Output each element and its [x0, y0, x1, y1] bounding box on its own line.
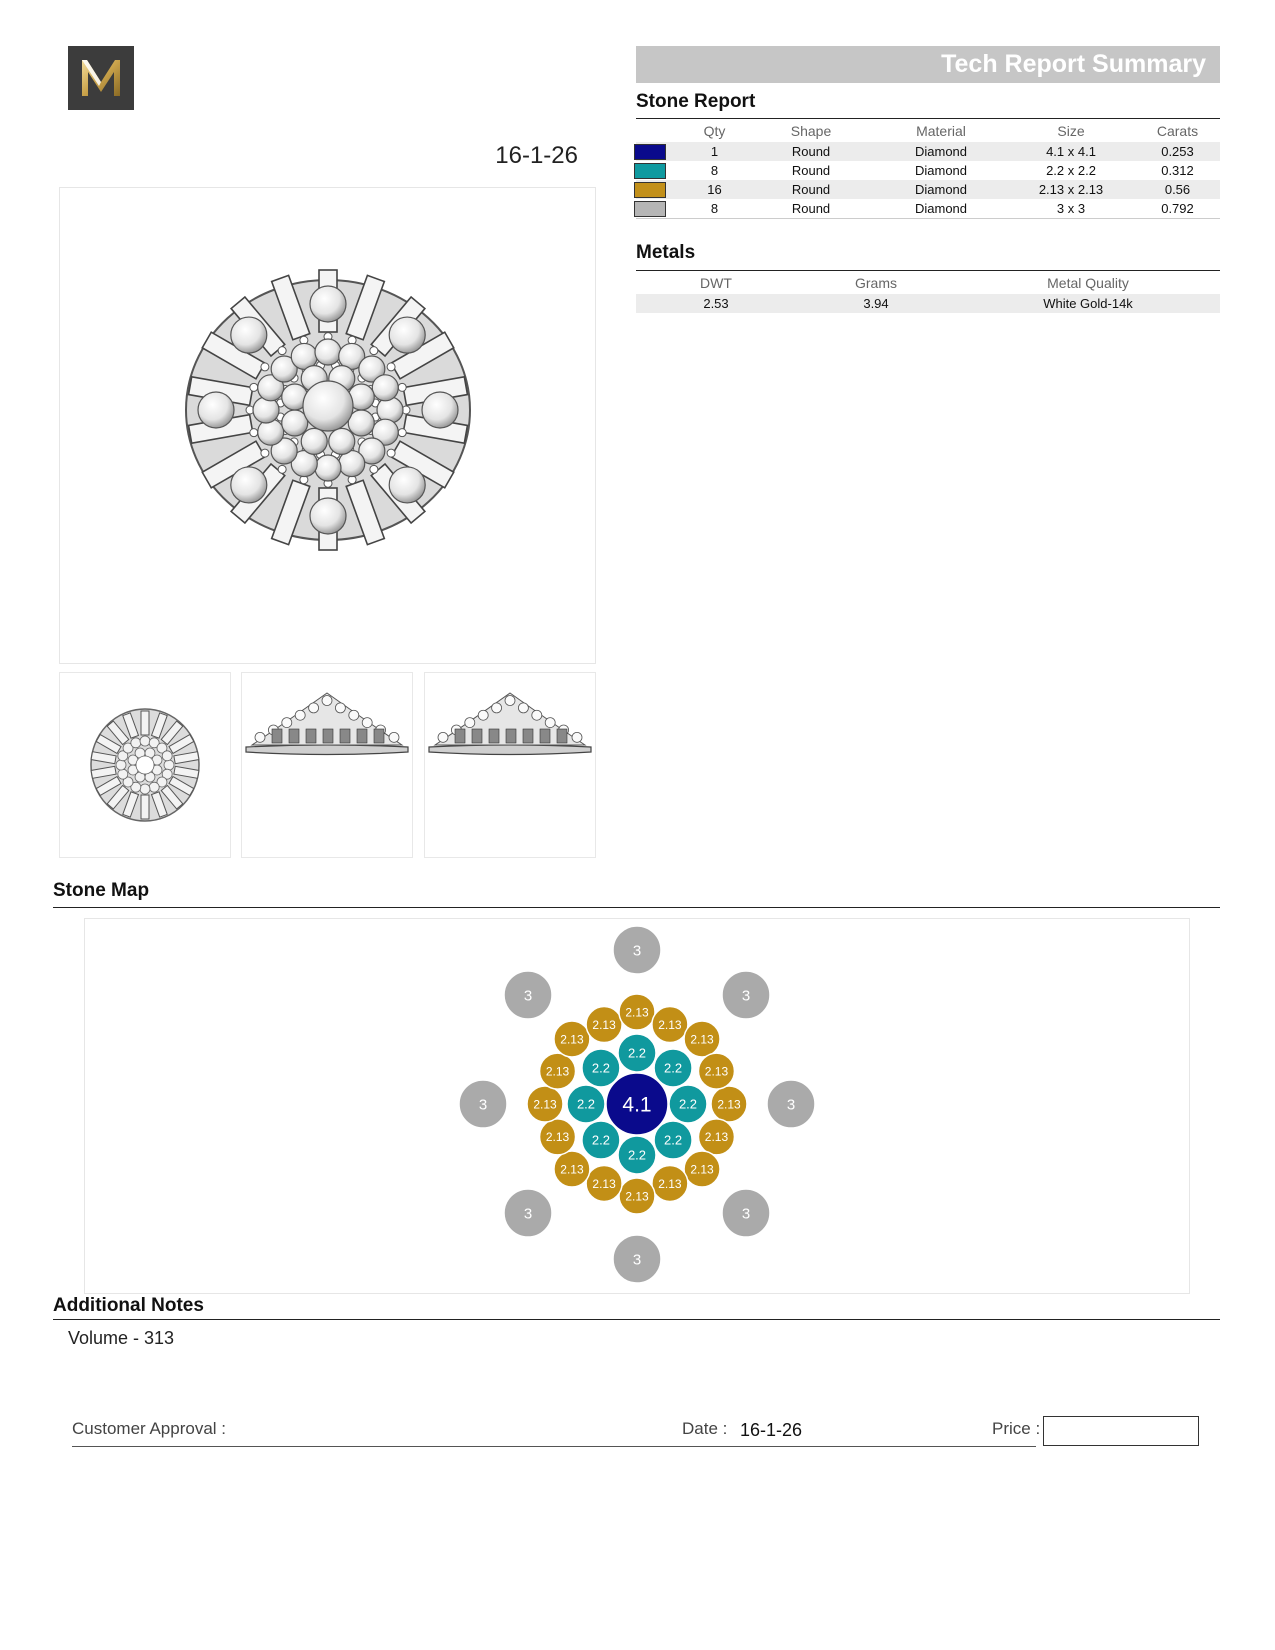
- svg-text:2.13: 2.13: [560, 1032, 584, 1047]
- stone-map-middle-stone: [684, 1021, 720, 1057]
- metals-title: Metals: [636, 242, 696, 263]
- stone-qty: 16: [682, 180, 747, 199]
- inner-round-stone: [301, 428, 327, 454]
- stone-color-swatch: [634, 144, 666, 160]
- svg-text:2.13: 2.13: [690, 1162, 714, 1177]
- stone-map-outer-stone: [767, 1080, 815, 1128]
- stone-map-middle-stone: [698, 1053, 734, 1089]
- stone-map-inner-stone: [567, 1085, 605, 1123]
- price-input[interactable]: [1043, 1416, 1199, 1446]
- middle-round-stone: [258, 419, 284, 445]
- notes-divider: [53, 1319, 1220, 1320]
- svg-text:2.13: 2.13: [690, 1032, 714, 1047]
- middle-round-stone: [315, 339, 341, 365]
- svg-text:3: 3: [523, 1205, 533, 1223]
- stone-report-header-row: [636, 120, 1220, 142]
- side-setting: [357, 729, 367, 743]
- side-stone: [438, 732, 448, 742]
- prong: [387, 363, 395, 371]
- svg-text:2.2: 2.2: [664, 1132, 683, 1148]
- stone-map-inner-stone: [582, 1049, 620, 1087]
- svg-text:2.13: 2.13: [560, 1162, 584, 1177]
- side-setting: [540, 729, 550, 743]
- stone-map-middle-stone: [652, 1165, 688, 1201]
- side-setting: [455, 729, 465, 743]
- middle-round-stone: [372, 375, 398, 401]
- stone-qty: 8: [710, 201, 719, 216]
- side-stone: [362, 718, 372, 728]
- stone-shape: Round: [791, 163, 831, 178]
- side-stone: [295, 710, 305, 720]
- stone-shape: Round: [747, 142, 875, 161]
- stone-material: Diamond: [875, 180, 1007, 199]
- outer-round-stone: [231, 467, 267, 503]
- side-stone: [478, 710, 488, 720]
- stone-map-middle-stone: [652, 1007, 688, 1043]
- column-header-swatch: [636, 120, 682, 142]
- thumb-center-stone: [136, 756, 154, 774]
- stone-map-diagram: [85, 919, 1189, 1293]
- prong: [398, 429, 406, 437]
- outer-round-stone: [310, 286, 346, 322]
- thumb-stone: [116, 760, 126, 770]
- side-setting: [506, 729, 516, 743]
- side-setting: [306, 729, 316, 743]
- stone-map-middle-stone: [711, 1086, 747, 1122]
- stone-map-inner-stone: [582, 1121, 620, 1159]
- stone-map-middle-stone: [619, 1178, 655, 1214]
- stone-row: [636, 180, 1220, 199]
- stone-material: Diamond: [875, 142, 1007, 161]
- side-stone: [518, 703, 528, 713]
- svg-text:2.13: 2.13: [658, 1176, 682, 1191]
- ring-band: [246, 745, 408, 755]
- notes-text: Volume - 313: [68, 1328, 175, 1348]
- stone-report-title: Stone Report: [636, 91, 756, 112]
- middle-round-stone: [315, 455, 341, 481]
- stone-map-middle-stone: [586, 1007, 622, 1043]
- report-title-bar: [636, 46, 1220, 83]
- stone-row: [636, 142, 1220, 161]
- outer-round-stone: [231, 317, 267, 353]
- side-stone: [349, 710, 359, 720]
- stone-size: 2.2 x 2.2: [1046, 163, 1096, 178]
- ring-band: [429, 745, 591, 755]
- additional-notes-title: Additional Notes: [53, 1295, 204, 1316]
- outer-round-stone: [389, 317, 425, 353]
- side-setting: [323, 729, 333, 743]
- stone-size: 4.1 x 4.1: [1007, 142, 1135, 161]
- side-setting: [489, 729, 499, 743]
- customer-approval-label: Customer Approval :: [72, 1419, 227, 1438]
- svg-text:2.2: 2.2: [591, 1060, 610, 1076]
- side-stone: [572, 732, 582, 742]
- stone-color-swatch: [634, 182, 666, 198]
- svg-text:2.2: 2.2: [591, 1132, 610, 1148]
- signature-line: [72, 1446, 1036, 1447]
- column-header-metal-quality: Metal Quality: [1047, 275, 1129, 291]
- stone-shape: Round: [791, 201, 831, 216]
- svg-text:2.13: 2.13: [658, 1017, 682, 1032]
- stone-carats: 0.312: [1161, 163, 1194, 178]
- stone-map-outer-stone: [504, 1189, 552, 1237]
- stone-map-middle-stone: [527, 1086, 563, 1122]
- report-title: Tech Report Summary: [941, 50, 1206, 78]
- company-logo: [68, 46, 134, 110]
- side-stone: [505, 696, 515, 706]
- stone-map-outer-stone: [504, 971, 552, 1019]
- side-setting: [289, 729, 299, 743]
- svg-text:2.2: 2.2: [627, 1147, 647, 1163]
- center-stone: [303, 381, 353, 431]
- stone-map-middle-stone: [698, 1119, 734, 1155]
- side-setting: [340, 729, 350, 743]
- stone-map-middle-stone: [540, 1119, 576, 1155]
- svg-text:3: 3: [741, 1205, 751, 1223]
- svg-text:2.13: 2.13: [717, 1097, 741, 1112]
- stone-color-swatch: [634, 163, 666, 179]
- column-header-material: Material: [916, 123, 966, 139]
- side-stone: [309, 703, 319, 713]
- middle-round-stone: [377, 397, 403, 423]
- stone-carats: 0.56: [1135, 180, 1220, 199]
- stone-map-inner-stone: [669, 1085, 707, 1123]
- thumbnail-side-view[interactable]: [241, 672, 413, 858]
- thumb-baguette: [141, 711, 149, 735]
- approval-date-label: Date :: [682, 1419, 728, 1438]
- outer-round-stone: [198, 392, 234, 428]
- prong: [250, 383, 258, 391]
- svg-text:2.2: 2.2: [678, 1096, 698, 1112]
- stone-carats: 0.792: [1161, 201, 1194, 216]
- stone-map-middle-stone: [684, 1151, 720, 1187]
- thumbnail-angle-view[interactable]: [424, 672, 596, 858]
- side-stone: [465, 718, 475, 728]
- svg-text:2.13: 2.13: [704, 1064, 729, 1079]
- column-header-carats: Carats: [1156, 123, 1199, 139]
- thumb-baguette: [141, 795, 149, 819]
- svg-text:4.1: 4.1: [622, 1093, 652, 1117]
- metal-grams: 3.94: [796, 294, 956, 313]
- stone-map-middle-stone: [554, 1151, 590, 1187]
- side-setting: [557, 729, 567, 743]
- metal-quality: White Gold-14k: [956, 294, 1220, 313]
- price-label: Price :: [992, 1419, 1041, 1438]
- prong: [370, 465, 378, 473]
- svg-text:3: 3: [632, 1251, 642, 1269]
- stone-map-divider: [53, 907, 1220, 908]
- inner-round-stone: [329, 428, 355, 454]
- stone-map-inner-stone: [654, 1121, 692, 1159]
- side-setting: [523, 729, 533, 743]
- svg-text:2.2: 2.2: [576, 1096, 596, 1112]
- stone-map-center-stone: [606, 1073, 668, 1135]
- svg-text:2.13: 2.13: [592, 1017, 616, 1032]
- thumb-stone: [162, 751, 172, 761]
- side-stone: [532, 710, 542, 720]
- prong: [398, 383, 406, 391]
- thumb-stone: [164, 760, 174, 770]
- stone-map-inner-stone: [654, 1049, 692, 1087]
- stone-row: [636, 161, 1220, 180]
- ring-top-render: [60, 188, 595, 663]
- thumb-stone: [118, 769, 128, 779]
- prong: [261, 449, 269, 457]
- stone-map-middle-stone: [554, 1021, 590, 1057]
- metals-header-row: [636, 272, 1220, 294]
- thumbnail-top-view[interactable]: [59, 672, 231, 858]
- svg-text:2.13: 2.13: [625, 1189, 649, 1204]
- svg-text:3: 3: [632, 942, 642, 960]
- thumb-stone: [140, 784, 150, 794]
- svg-text:3: 3: [786, 1096, 796, 1114]
- document-date: 16-1-26: [495, 142, 578, 169]
- stone-map-outer-stone: [613, 1235, 661, 1283]
- stone-material: Diamond: [914, 163, 968, 178]
- stone-map-inner-stone: [618, 1034, 656, 1072]
- prong: [250, 429, 258, 437]
- stone-report-divider: [636, 118, 1220, 119]
- side-stone: [545, 718, 555, 728]
- column-header-qty: Qty: [703, 123, 726, 139]
- stone-map-outer-stone: [722, 1189, 770, 1237]
- side-setting: [272, 729, 282, 743]
- thumb-stone: [140, 736, 150, 746]
- side-stone: [492, 703, 502, 713]
- side-stone: [389, 732, 399, 742]
- metal-dwt: 2.53: [636, 294, 796, 313]
- side-stone: [255, 732, 265, 742]
- prong: [278, 465, 286, 473]
- stone-map-outer-stone: [722, 971, 770, 1019]
- column-header-size: Size: [1057, 123, 1085, 139]
- stone-color-swatch: [634, 201, 666, 217]
- column-header-dwt: DWT: [700, 275, 732, 291]
- stone-map-panel: [84, 918, 1190, 1294]
- svg-text:3: 3: [478, 1096, 488, 1114]
- stone-map-middle-stone: [540, 1053, 576, 1089]
- logo-monogram: [68, 46, 134, 110]
- stone-qty: 8: [710, 163, 719, 178]
- stone-map-inner-stone: [618, 1136, 656, 1174]
- side-stone: [322, 696, 332, 706]
- stone-map-outer-stone: [613, 926, 661, 974]
- svg-text:2.2: 2.2: [627, 1045, 647, 1061]
- column-header-grams: Grams: [855, 275, 897, 291]
- svg-text:3: 3: [523, 987, 533, 1005]
- prong: [387, 449, 395, 457]
- prong: [370, 347, 378, 355]
- stone-row: [636, 199, 1220, 219]
- svg-text:2.13: 2.13: [545, 1130, 570, 1145]
- svg-text:2.13: 2.13: [545, 1064, 570, 1079]
- side-setting: [374, 729, 384, 743]
- outer-round-stone: [389, 467, 425, 503]
- stone-report-table: [636, 120, 1220, 219]
- svg-text:2.13: 2.13: [625, 1005, 649, 1020]
- column-header-shape: Shape: [790, 123, 832, 139]
- outer-round-stone: [422, 392, 458, 428]
- prong: [278, 347, 286, 355]
- outer-round-stone: [310, 498, 346, 534]
- thumb-stone: [149, 782, 159, 792]
- side-setting: [472, 729, 482, 743]
- stone-qty: 1: [682, 142, 747, 161]
- stone-material: Diamond: [914, 201, 968, 216]
- approval-date-value: 16-1-26: [740, 1420, 803, 1440]
- side-stone: [282, 718, 292, 728]
- stone-map-title: Stone Map: [53, 880, 150, 901]
- metals-divider: [636, 270, 1220, 271]
- main-render-view: [59, 187, 596, 664]
- metal-row: [636, 294, 1220, 313]
- svg-text:2.13: 2.13: [704, 1130, 729, 1145]
- svg-text:2.13: 2.13: [533, 1097, 557, 1112]
- stone-map-middle-stone: [586, 1165, 622, 1201]
- svg-text:3: 3: [741, 987, 751, 1005]
- stone-size: 3 x 3: [1056, 201, 1086, 216]
- side-stone: [335, 703, 345, 713]
- thumb-stone: [131, 738, 141, 748]
- svg-text:2.13: 2.13: [592, 1176, 616, 1191]
- metals-table: [636, 272, 1220, 313]
- middle-round-stone: [253, 397, 279, 423]
- prong: [261, 363, 269, 371]
- stone-shape: Round: [747, 180, 875, 199]
- stone-map-middle-stone: [619, 994, 655, 1030]
- stone-size: 2.13 x 2.13: [1007, 180, 1135, 199]
- stone-map-outer-stone: [459, 1080, 507, 1128]
- svg-text:2.2: 2.2: [664, 1060, 683, 1076]
- stone-carats: 0.253: [1135, 142, 1220, 161]
